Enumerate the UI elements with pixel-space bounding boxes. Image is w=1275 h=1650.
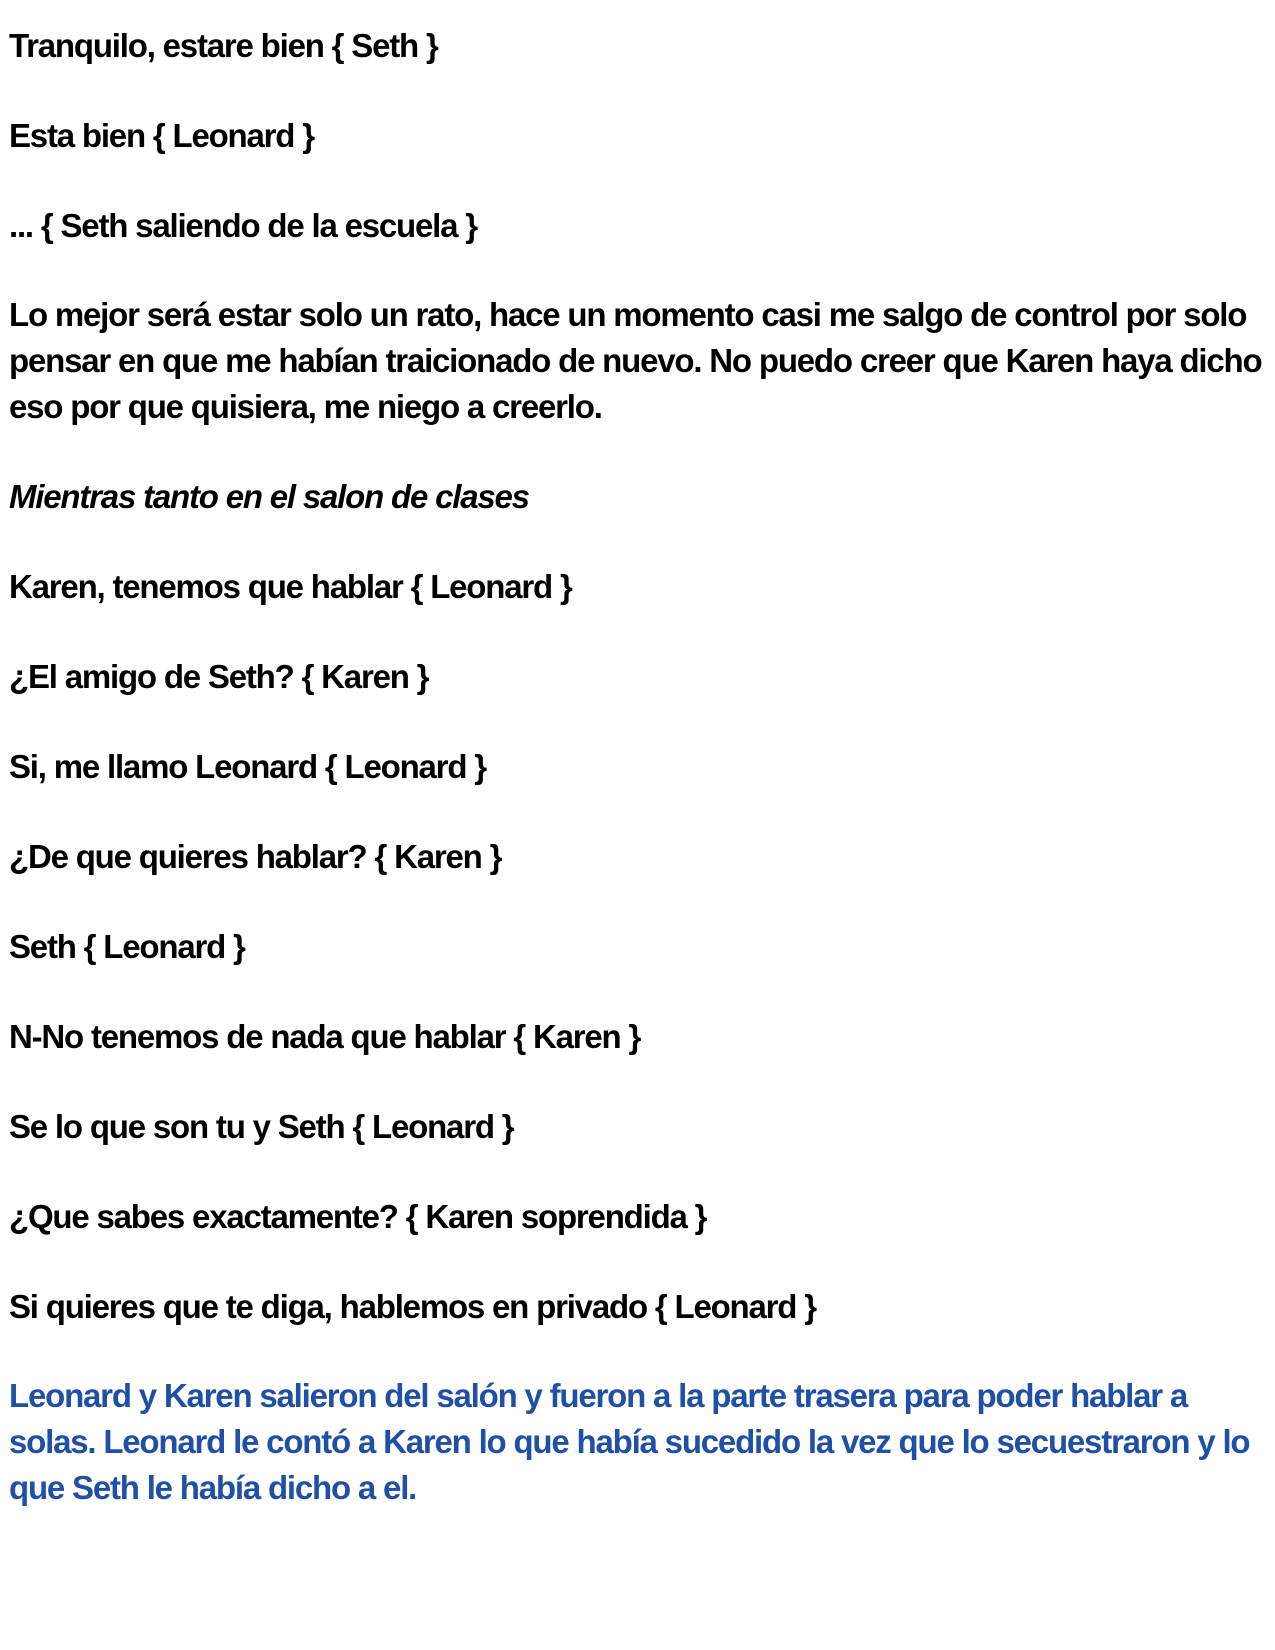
dialogue-line: Karen, tenemos que hablar { Leonard } [9, 568, 572, 605]
dialogue-line: Seth { Leonard } [9, 928, 245, 965]
dialogue-line: Tranquilo, estare bien { Seth } [9, 27, 438, 64]
spacer [9, 520, 1264, 563]
narration-paragraph: Leonard y Karen salieron del salón y fueron a la parte trasera para poder hablar a solas. Leonard le contó a Karen lo que había sucedido la vez que lo secuestraron y lo que Seth le había dicho a el. [9, 1377, 1250, 1506]
spacer [9, 970, 1264, 1013]
spacer [9, 880, 1264, 923]
document-page [9, 22, 1264, 1511]
dialogue-line: Esta bien { Leonard } [9, 117, 314, 154]
spacer [9, 790, 1264, 833]
spacer [9, 610, 1264, 653]
dialogue-line: Si, me llamo Leonard { Leonard } [9, 748, 486, 785]
dialogue-line: ¿Que sabes exactamente? { Karen soprendida } [9, 1198, 707, 1235]
spacer [9, 1330, 1264, 1373]
spacer [9, 69, 1264, 112]
dialogue-line: ¿De que quieres hablar? { Karen } [9, 838, 502, 875]
spacer [9, 700, 1264, 743]
spacer [9, 159, 1264, 202]
spacer [9, 1150, 1264, 1193]
scene-heading: Mientras tanto en el salon de clases [9, 478, 529, 515]
dialogue-line: ... { Seth saliendo de la escuela } [9, 207, 477, 244]
spacer [9, 430, 1264, 473]
dialogue-line: Se lo que son tu y Seth { Leonard } [9, 1108, 514, 1145]
dialogue-line: ¿El amigo de Seth? { Karen } [9, 658, 429, 695]
spacer [9, 249, 1264, 292]
monologue-paragraph: Lo mejor será estar solo un rato, hace un momento casi me salgo de control por solo pensar en que me habían traicionado de nuevo. No puedo creer que Karen haya dicho eso por que quisiera, me niego a creerlo. [9, 296, 1262, 425]
spacer [9, 1240, 1264, 1283]
dialogue-line: N-No tenemos de nada que hablar { Karen } [9, 1018, 641, 1055]
spacer [9, 1060, 1264, 1103]
dialogue-line: Si quieres que te diga, hablemos en privado { Leonard } [9, 1288, 816, 1325]
